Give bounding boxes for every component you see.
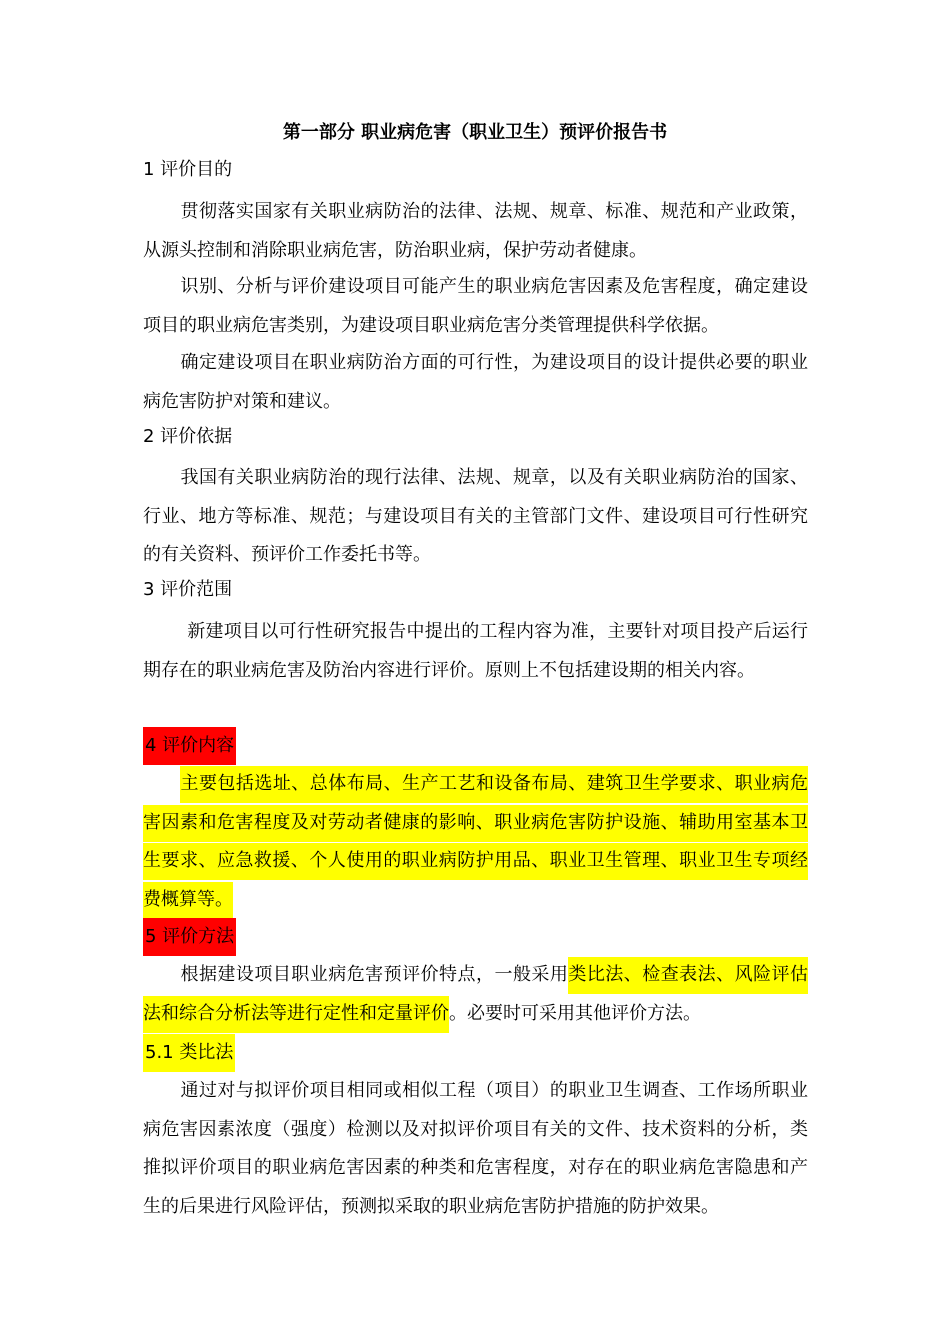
- paragraph-content-1: [143, 765, 808, 919]
- heading-evaluation-purpose: 1 评价目的: [143, 159, 233, 180]
- paragraph-scope-1: [143, 613, 808, 690]
- paragraph-text: 。必要时可采用其他评价方法。: [449, 1002, 701, 1024]
- paragraph-analogy-1: [143, 1072, 808, 1226]
- paragraph-purpose-3: [143, 344, 808, 421]
- paragraph-text: 根据建设项目职业病危害预评价特点，一般采用: [180, 964, 569, 985]
- paragraph-text: 确定建设项目在职业病防治方面的可行性，为建设项目的设计提供必要的职业病危害防护对策和建议。: [143, 352, 808, 412]
- paragraph-purpose-2: [143, 268, 808, 345]
- highlighted-text: 主要包括选址、总体布局、生产工艺和设备布局、建筑卫生学要求、职业病危害因素和危害程度及对劳动者健康的影响、职业病危害防护设施、辅助用室基本卫生要求、应急救援、个人使用的职业病防护用品、职业卫生管理、职业卫生专项经费概算等。: [143, 766, 808, 919]
- document-title: 第一部分 职业病危害（职业卫生）预评价报告书: [282, 122, 668, 143]
- paragraph-text: 贯彻落实国家有关职业病防治的法律、法规、规章、标准、规范和产业政策，从源头控制和消除职业病危害，防治职业病，保护劳动者健康。: [143, 201, 808, 261]
- paragraph-method-1: [143, 956, 808, 1033]
- paragraph-text: 通过对与拟评价项目相同或相似工程（项目）的职业卫生调查、工作场所职业病危害因素浓度（强度）检测以及对拟评价项目有关的文件、技术资料的分析，类推拟评价项目的职业病危害因素的种类和危害程度，对存在的职业病危害隐患和产生的后果进行风险评估，预测拟采取的职业病危害防护措施的防护效果。: [143, 1080, 808, 1217]
- paragraph-text: 新建项目以可行性研究报告中提出的工程内容为准，主要针对项目投产后运行期存在的职业病危害及防治内容进行评价。原则上不包括建设期的相关内容。: [143, 621, 808, 681]
- paragraph-purpose-1: [143, 193, 808, 270]
- paragraph-text: 识别、分析与评价建设项目可能产生的职业病危害因素及危害程度，确定建设项目的职业病危害类别，为建设项目职业病危害分类管理提供科学依据。: [143, 276, 808, 336]
- paragraph-basis-1: [143, 459, 808, 575]
- heading-analogy-method: 5.1 类比法: [143, 1034, 235, 1072]
- paragraph-text: 我国有关职业病防治的现行法律、法规、规章，以及有关职业病防治的国家、行业、地方等标准、规范；与建设项目有关的主管部门文件、建设项目可行性研究的有关资料、预评价工作委托书等。: [143, 467, 808, 565]
- heading-evaluation-method: 5 评价方法: [143, 918, 236, 956]
- highlighted-methods: 类比法、检查表法、风险评估法和综合分析法等进行定性和定量评价: [143, 957, 808, 1033]
- heading-evaluation-content: 4 评价内容: [143, 727, 236, 765]
- heading-evaluation-basis: 2 评价依据: [143, 426, 233, 447]
- heading-evaluation-scope: 3 评价范围: [143, 579, 233, 600]
